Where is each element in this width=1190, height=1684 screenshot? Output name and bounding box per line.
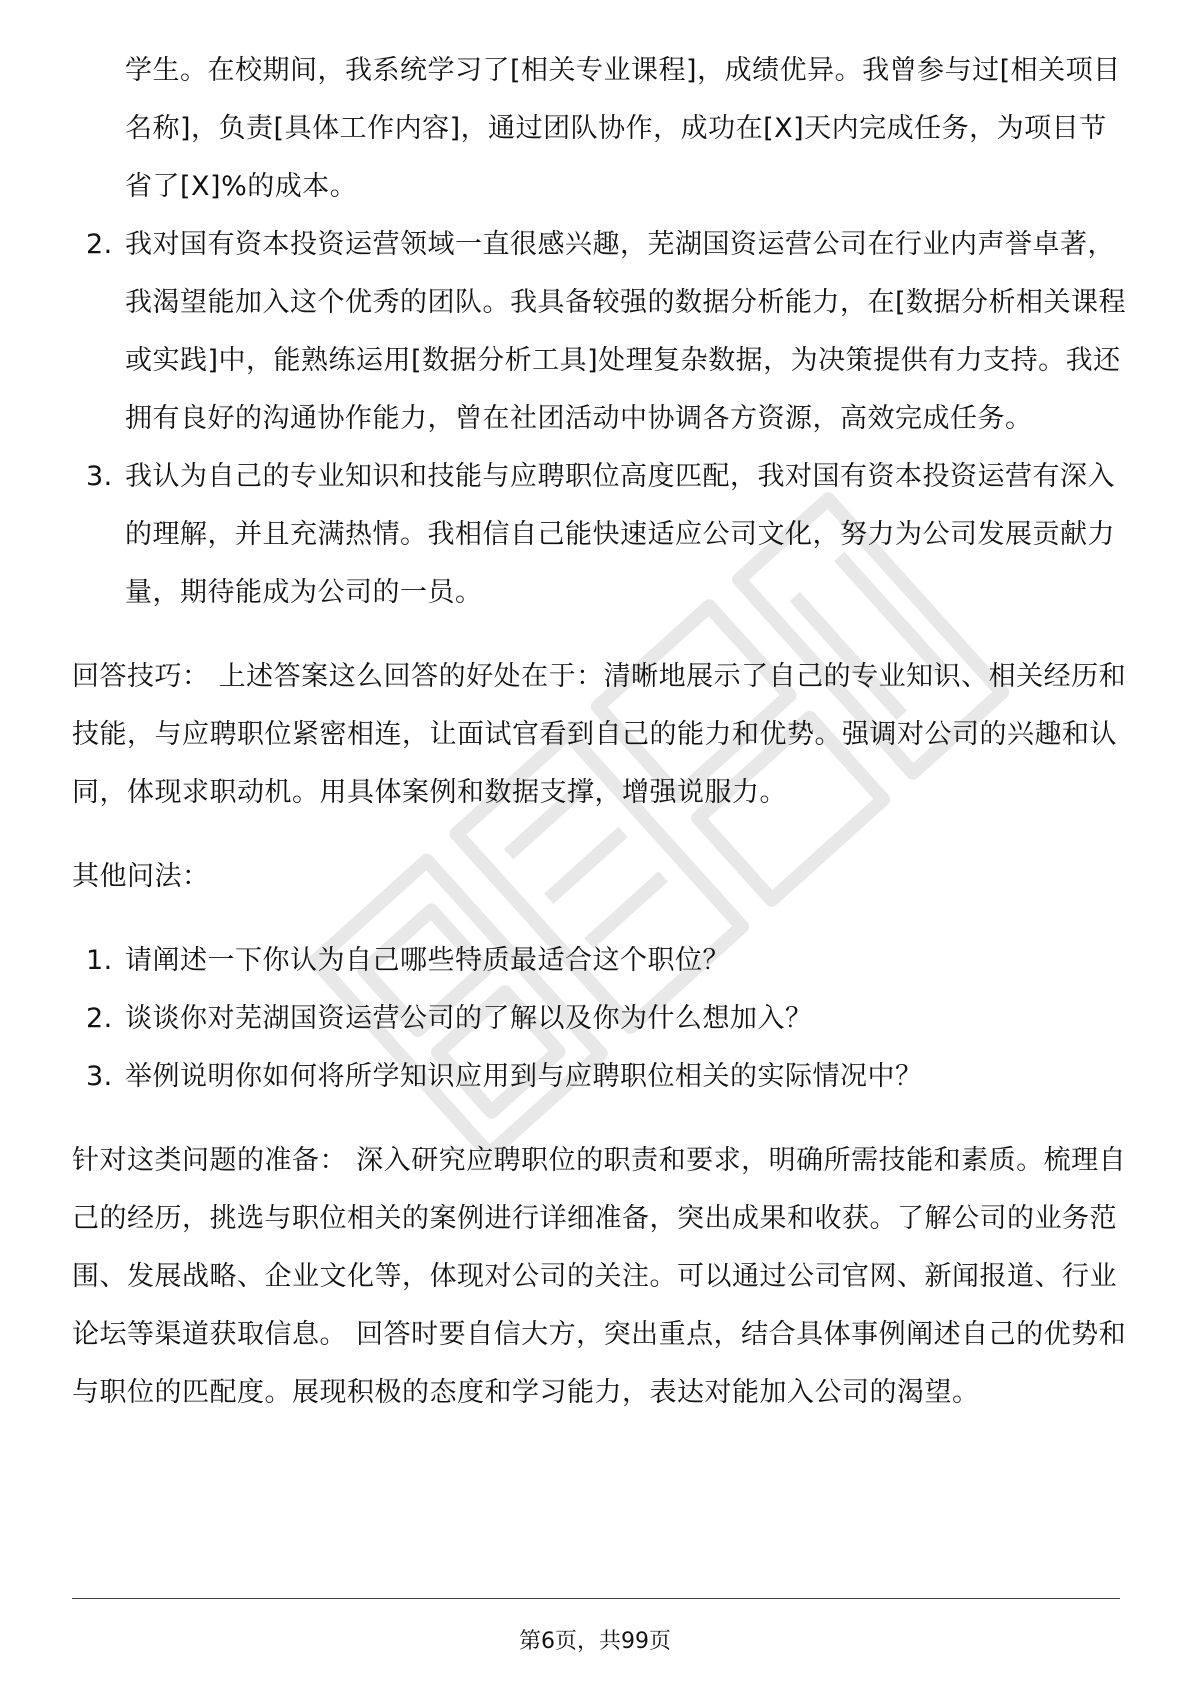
list-number: 3.: [86, 1061, 113, 1092]
list-number: 2.: [86, 1003, 113, 1034]
list-item-text: 我对国有资本投资运营领域一直很感兴趣，芜湖国资运营公司在行业内声誉卓著，我渴望能加入这个优秀的团队。我具备较强的数据分析能力，在[数据分析相关课程或实践]中，能熟练运用[数据分析工具]处理复杂数据，为决策提供有力支持。我还拥有良好的沟通协作能力，曾在社团活动中协调各方资源，高效完成任务。: [125, 229, 1127, 434]
list-item-text: 谈谈你对芜湖国资运营公司的了解以及你为什么想加入？: [125, 1003, 813, 1034]
question-list-item: [72, 990, 1132, 1048]
list-number: 3.: [86, 461, 113, 492]
answer-list-item: [72, 448, 1132, 622]
answer-list-item: [72, 216, 1132, 448]
main-content: [72, 42, 1132, 1422]
list-number: 1.: [86, 945, 113, 976]
page-number: 第6页，共99页: [519, 1629, 671, 1654]
other-questions-list: [72, 932, 1132, 1106]
question-list-item: [72, 932, 1132, 990]
list-number: 2.: [86, 229, 113, 260]
other-questions-heading: 其他问法：: [72, 861, 210, 892]
footer-divider: [72, 1598, 1120, 1599]
preparation-paragraph: 针对这类问题的准备： 深入研究应聘职位的职责和要求，明确所需技能和素质。梳理自己的经历，挑选与职位相关的案例进行详细准备，突出成果和收获。了解公司的业务范围、发展战略、企业文化等，体现对公司的关注。可以通过公司官网、新闻报道、行业论坛等渠道获取信息。 回答时要自信大方，突出重点，结合具体事例阐述自己的优势和与职位的匹配度。展现积极的态度和学习能力，表达对能加入公司的渴望。: [72, 1145, 1127, 1408]
list-item-text: 我认为自己的专业知识和技能与应聘职位高度匹配，我对国有资本投资运营有深入的理解，并且充满热情。我相信自己能快速适应公司文化，努力为公司发展贡献力量，期待能成为公司的一员。: [125, 461, 1115, 608]
list-item-text: 请阐述一下你认为自己哪些特质最适合这个职位？: [125, 945, 730, 976]
answer-list: [72, 216, 1132, 622]
list-item-text: 举例说明你如何将所学知识应用到与应聘职位相关的实际情况中？: [125, 1061, 923, 1092]
answer-item-1-continuation: 学生。在校期间，我系统学习了[相关专业课程]，成绩优异。我曾参与过[相关项目名称]，负责[具体工作内容]，通过团队协作，成功在[X]天内完成任务，为项目节省了[X]%的成本。: [125, 55, 1121, 202]
question-list-item: [72, 1048, 1132, 1106]
tips-paragraph: 回答技巧： 上述答案这么回答的好处在于：清晰地展示了自己的专业知识、相关经历和技能，与应聘职位紧密相连，让面试官看到自己的能力和优势。强调对公司的兴趣和认同，体现求职动机。用具体案例和数据支撑，增强说服力。: [72, 661, 1127, 808]
